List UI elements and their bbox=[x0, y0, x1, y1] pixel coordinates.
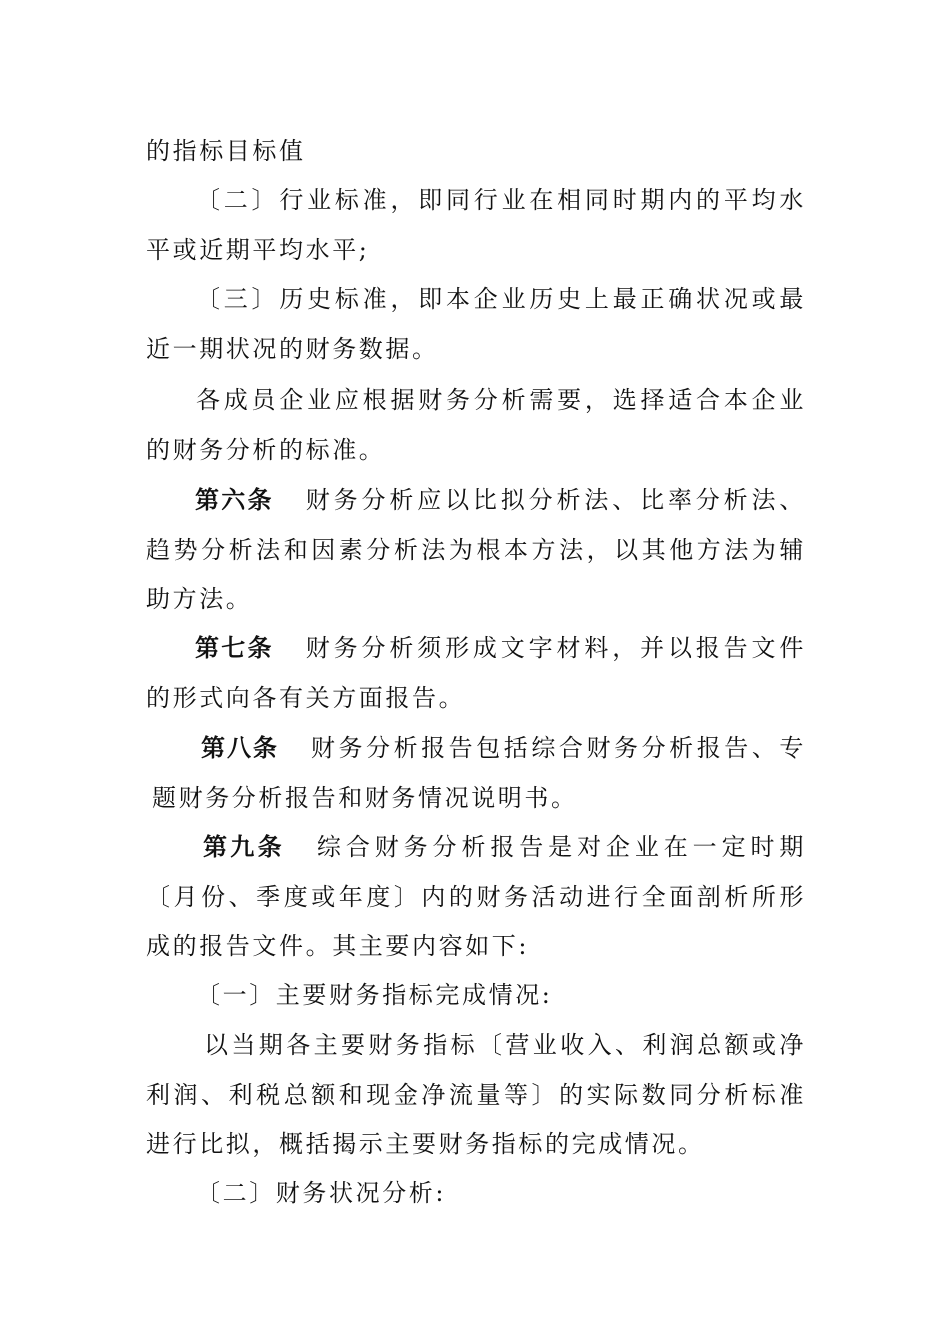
article-9 bbox=[146, 823, 806, 972]
paragraph-text: 〔二〕财务状况分析: bbox=[196, 1179, 447, 1207]
paragraph-text: 〔二〕行业标准，即同行业在相同时期内的平均水平或近期平均水平; bbox=[146, 186, 806, 264]
article-8 bbox=[152, 724, 806, 823]
paragraph-text: 财务分析须形成文字材料，并以报告文件的形式向各有关方面报告。 bbox=[146, 634, 806, 712]
article-number: 第七条 bbox=[195, 634, 274, 662]
article-number: 第九条 bbox=[203, 833, 285, 861]
article-number: 第八条 bbox=[201, 734, 279, 762]
article-number: 第六条 bbox=[195, 486, 274, 514]
paragraph-indicator-comparison bbox=[146, 1021, 806, 1170]
paragraph-continuation bbox=[146, 127, 806, 177]
paragraph-text: 的指标目标值 bbox=[146, 137, 306, 165]
paragraph-industry-standard bbox=[146, 176, 806, 275]
paragraph-text: 财务分析报告包括综合财务分析报告、专题财务分析报告和财务情况说明书。 bbox=[152, 734, 806, 812]
paragraph-text: 财务分析应以比拟分析法、比率分析法、趋势分析法和因素分析法为根本方法，以其他方法为辅助方法。 bbox=[146, 486, 806, 613]
paragraph-text: 各成员企业应根据财务分析需要，选择适合本企业的财务分析的标准。 bbox=[146, 386, 806, 464]
paragraph-historical-standard bbox=[146, 275, 806, 374]
article-6 bbox=[146, 476, 806, 625]
paragraph-text: 综合财务分析报告是对企业在一定时期〔月份、季度或年度〕内的财务活动进行全面剖析所形成的报告文件。其主要内容如下: bbox=[146, 833, 807, 960]
paragraph-text: 〔三〕历史标准，即本企业历史上最正确状况或最近一期状况的财务数据。 bbox=[146, 285, 806, 363]
article-7 bbox=[146, 624, 806, 723]
paragraph-main-indicators bbox=[146, 971, 806, 1021]
paragraph-text: 以当期各主要财务指标〔营业收入、利润总额或净利润、利税总额和现金净流量等〕的实际数同分析标准进行比拟，概括揭示主要财务指标的完成情况。 bbox=[146, 1031, 806, 1158]
paragraph-text: 〔一〕主要财务指标完成情况: bbox=[196, 981, 553, 1009]
paragraph-member-enterprises bbox=[146, 376, 806, 475]
paragraph-financial-status bbox=[146, 1169, 806, 1219]
